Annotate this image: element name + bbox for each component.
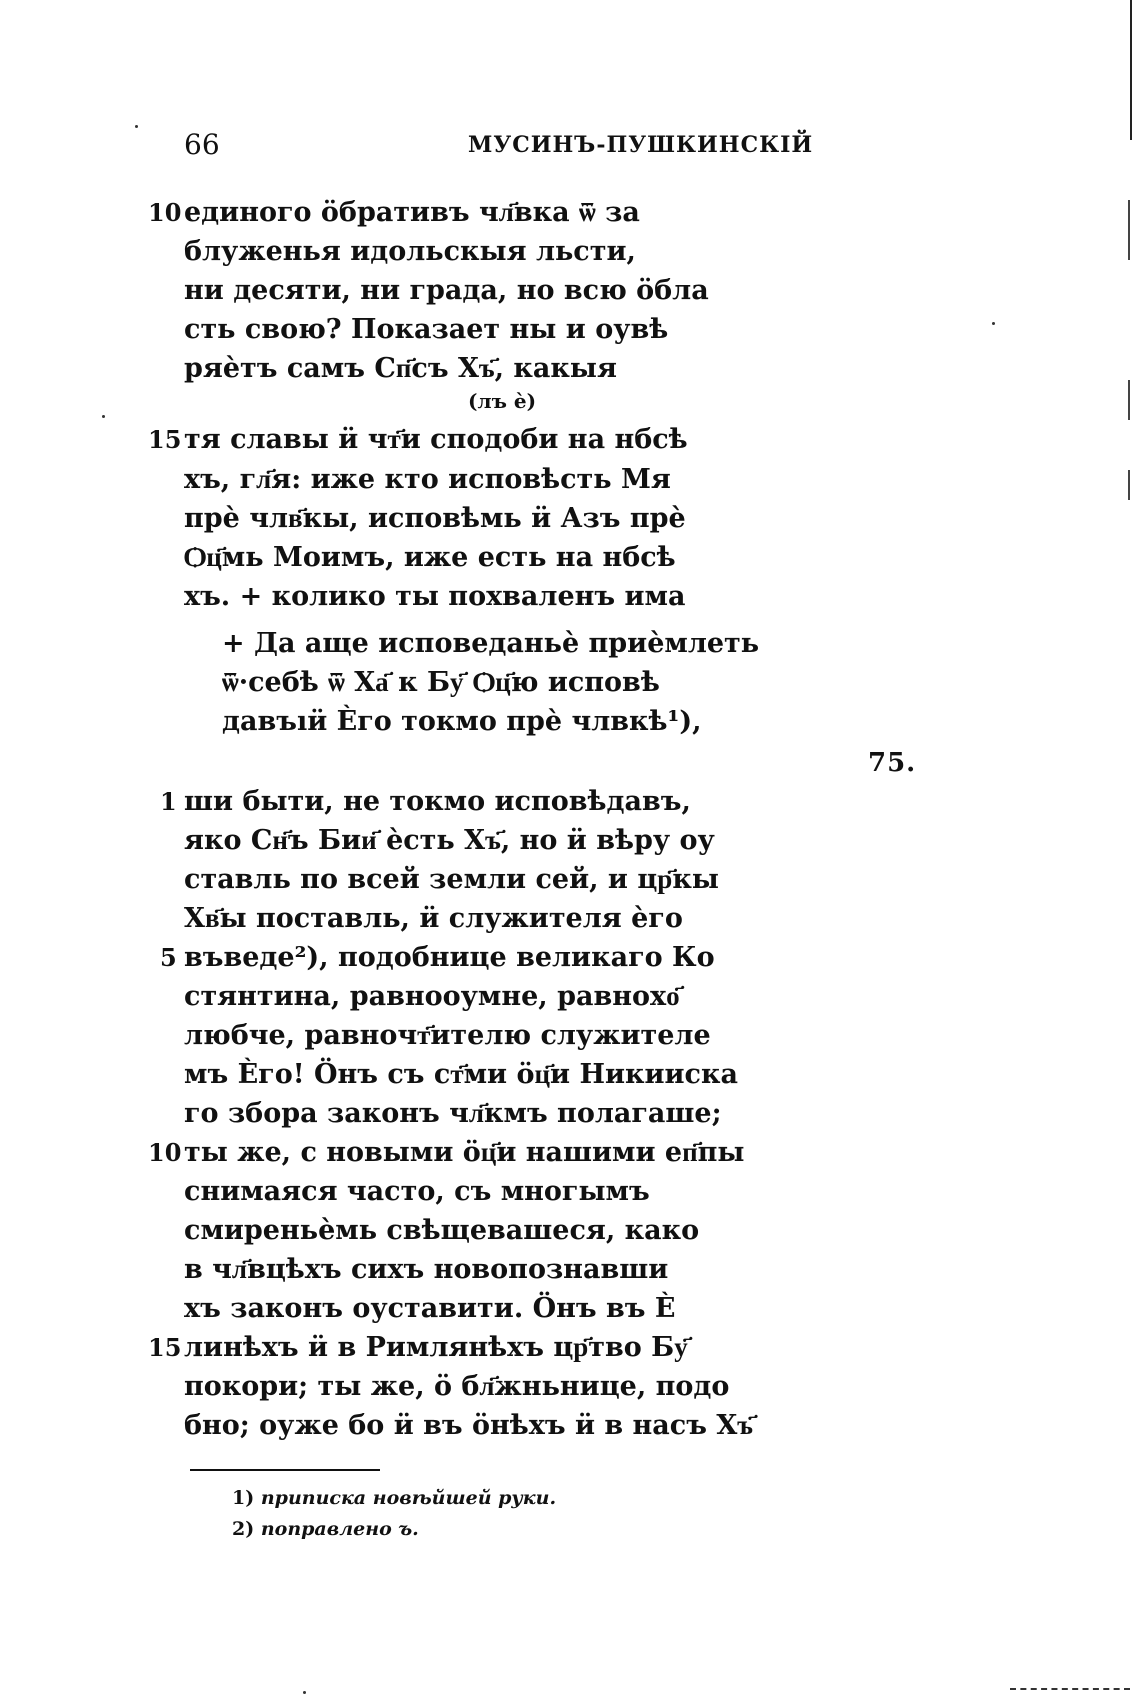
text-line: хъ. + колико ты похваленъ има [184, 581, 686, 612]
scan-speck [992, 322, 995, 325]
text-line: ши быти, не токмо исповѣдавъ, [184, 786, 691, 817]
text-line: в чл҃вцѣхъ сихъ новопознавши [184, 1254, 669, 1285]
text-line: стянтина, равнооумне, равнохо҃ [184, 981, 680, 1012]
line-number: 10 [148, 1138, 182, 1167]
text-line: покори; ты же, ӧ бл҃жньнице, подо [184, 1371, 730, 1402]
footnote-divider [190, 1469, 380, 1471]
text-line: снимаяся часто, съ многымъ [184, 1176, 650, 1207]
running-head: МУСИНЪ-ПУШКИНСКІЙ [468, 132, 814, 158]
text-line: единого ӧбративъ чл҃вка ѿ за [184, 197, 640, 228]
text-line: хъ законъ оуставити. Ӧнъ въ Ѐ [184, 1293, 676, 1324]
scan-speck [102, 415, 105, 418]
footnote-number: 2) [232, 1518, 255, 1540]
footnote [232, 1487, 556, 1509]
text-line: ставль по всей земли сей, и цр҃кы [184, 864, 719, 895]
scan-speck [135, 125, 138, 128]
text-line: ты же, с новыми ӧц҃и нашими еп҃пы [184, 1137, 745, 1168]
footnote-text: приписка новѣйшей руки. [260, 1487, 557, 1509]
text-line: ряѐтъ самъ Сп҃съ Хъ҃, какыя [184, 353, 617, 384]
line-number: 15 [148, 1333, 182, 1362]
text-line: прѐ члв҃кы, исповѣмь ӥ Азъ прѐ [184, 503, 686, 534]
text-line: блуженья идольскыя льсти, [184, 236, 636, 267]
text-line: сть свою? Показает ны и оувѣ [184, 314, 669, 345]
text-line: смиреньѐмь свѣщевашеся, како [184, 1215, 700, 1246]
text-line: (лъ ѐ) [468, 389, 537, 413]
text-line: въведе²), подобнице великаго Ко [184, 942, 715, 973]
text-line: + Да аще исповеданьѐ приѐмлеть [222, 628, 760, 659]
text-line: ѿ·себѣ ѿ Ха҃ к Бу҃ Ѻц҃ю исповѣ [222, 667, 660, 698]
scan-speck [303, 1691, 306, 1694]
text-line: любче, равночт҃ителю служителе [184, 1020, 711, 1051]
page-edge-mark [1010, 1688, 1130, 1690]
text-line: мъ Ѐго! Ӧнъ съ ст҃ми ӧц҃и Никииска [184, 1059, 738, 1090]
text-line: хъ, гл҃я: иже кто исповѣсть Мя [184, 464, 671, 495]
footnote [232, 1518, 419, 1540]
text-line: линѣхъ ӥ в Римлянѣхъ цр҃тво Бу҃ [184, 1332, 688, 1363]
margin-note: 75. [868, 748, 917, 778]
text-line: бно; оуже бо ӥ въ ӧнѣхъ ӥ в насъ Хъ҃ [184, 1410, 754, 1441]
footnote-number: 1) [232, 1487, 255, 1509]
line-number: 10 [148, 198, 182, 227]
text-line: яко Сн҃ъ Бии҃ ѐсть Хъ҃, но ӥ вѣру оу [184, 825, 715, 856]
line-number: 5 [160, 943, 177, 972]
line-number: 1 [160, 787, 177, 816]
page-number: 66 [184, 128, 220, 161]
page-edge-mark [1128, 380, 1130, 420]
footnote-text: поправлено ъ. [260, 1518, 419, 1540]
text-line: давъıӥ Ѐго токмо прѐ члвкѣ¹), [222, 706, 702, 737]
page-edge-mark [1128, 470, 1130, 500]
text-line: ни десяти, ни града, но всю ӧбла [184, 275, 709, 306]
text-line: тя славы ӥ чт҃и сподоби на нбсѣ [184, 424, 688, 455]
page-edge-mark [1128, 200, 1130, 260]
line-number: 15 [148, 425, 182, 454]
text-line: Хв҃ы поставль, ӥ служителя ѐго [184, 903, 683, 934]
text-line: го збора законъ чл҃кмъ полагаше; [184, 1098, 722, 1129]
text-line: Ѻц҃мь Моимъ, иже есть на нбсѣ [184, 542, 676, 573]
page-edge-mark [1130, 0, 1132, 140]
